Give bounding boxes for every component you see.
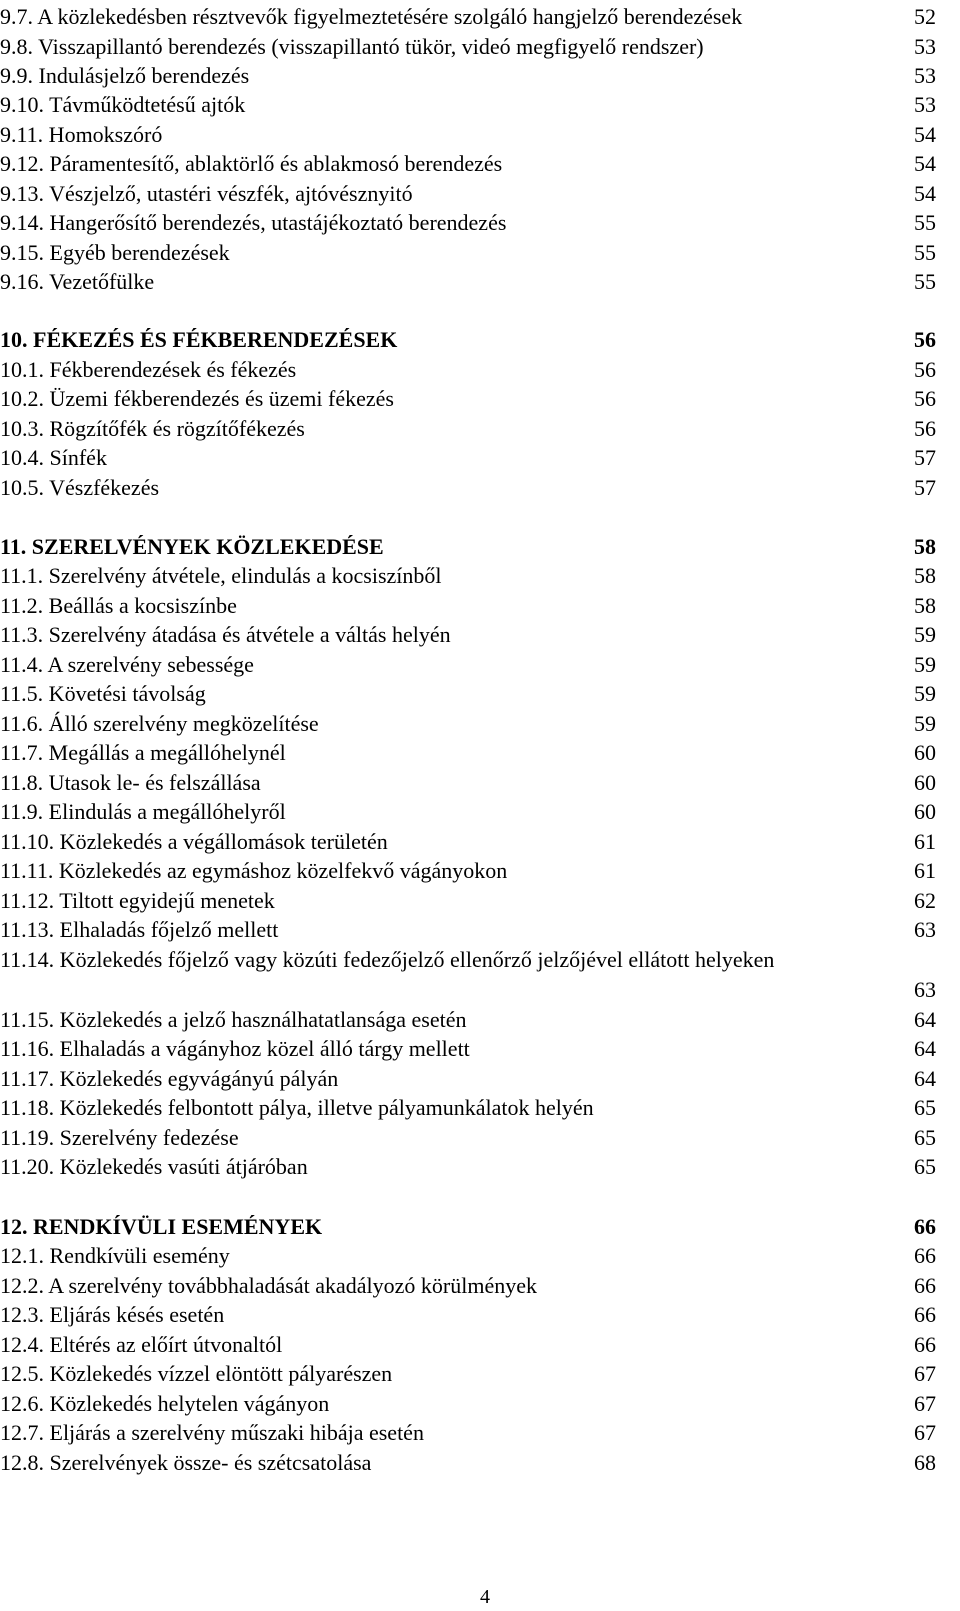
toc-entry-page: 66 — [914, 1273, 936, 1298]
toc-entry-title: 9.15. Egyéb berendezések — [0, 240, 230, 265]
toc-entry-page: 54 — [914, 122, 936, 147]
toc-entry-page: 60 — [914, 740, 936, 765]
toc-entry-page: 57 — [914, 475, 936, 500]
toc-entry-title: 11.9. Elindulás a megállóhelyről — [0, 799, 286, 824]
toc-entry-title: 9.14. Hangerősítő berendezés, utastájékoztató berendezés — [0, 210, 507, 235]
toc-entry-title: 11.18. Közlekedés felbontott pálya, illetve pályamunkálatok helyén — [0, 1095, 594, 1120]
toc-entry-page: 63 — [914, 977, 936, 1002]
toc-entry-page: 66 — [914, 1214, 936, 1239]
toc-entry-title: 10.3. Rögzítőfék és rögzítőfékezés — [0, 416, 305, 441]
toc-entry-page: 66 — [914, 1332, 936, 1357]
toc-entry-page: 60 — [914, 799, 936, 824]
toc-entry-page: 54 — [914, 181, 936, 206]
toc-entry-page: 53 — [914, 92, 936, 117]
toc-entry-title: 9.8. Visszapillantó berendezés (visszapillantó tükör, videó megfigyelő rendszer) — [0, 34, 704, 59]
toc-entry-title: 11. SZERELVÉNYEK KÖZLEKEDÉSE — [0, 534, 384, 559]
toc-entry-title: 11.5. Követési távolság — [0, 681, 206, 706]
toc-entry-page: 65 — [914, 1154, 936, 1179]
toc-entry-page: 68 — [914, 1450, 936, 1475]
toc-entry-title: 11.11. Közlekedés az egymáshoz közelfekvő vágányokon — [0, 858, 508, 883]
toc-entry-page: 62 — [914, 888, 936, 913]
toc-entry-title: 12.3. Eljárás késés esetén — [0, 1302, 225, 1327]
toc-entry-title: 11.4. A szerelvény sebessége — [0, 652, 254, 677]
toc-entry-title: 9.13. Vészjelző, utastéri vészfék, ajtóvésznyitó — [0, 181, 413, 206]
toc-entry-page: 61 — [914, 858, 936, 883]
toc-entry-page: 56 — [914, 386, 936, 411]
toc-entry-page: 59 — [914, 622, 936, 647]
toc-entry-title: 10.1. Fékberendezések és fékezés — [0, 357, 297, 382]
toc-entry-title: 11.19. Szerelvény fedezése — [0, 1125, 239, 1150]
toc-entry-page: 65 — [914, 1125, 936, 1150]
toc-entry-title: 12.7. Eljárás a szerelvény műszaki hibája esetén — [0, 1420, 424, 1445]
toc-entry-title: 11.8. Utasok le- és felszállása — [0, 770, 261, 795]
toc-entry-page: 66 — [914, 1243, 936, 1268]
toc-entry-page: 56 — [914, 357, 936, 382]
toc-entry-page: 63 — [914, 917, 936, 942]
toc-entry-page: 56 — [914, 327, 936, 352]
toc-entry-page: 55 — [914, 210, 936, 235]
toc-entry-title: 12.1. Rendkívüli esemény — [0, 1243, 230, 1268]
toc-entry-page: 58 — [914, 563, 936, 588]
toc-entry-title: 10. FÉKEZÉS ÉS FÉKBERENDEZÉSEK — [0, 327, 398, 352]
toc-entry-title: 10.4. Sínfék — [0, 445, 107, 470]
toc-entry-page: 52 — [914, 4, 936, 29]
toc-entry-title: 11.6. Álló szerelvény megközelítése — [0, 711, 319, 736]
toc-entry-title: 11.12. Tiltott egyidejű menetek — [0, 888, 275, 913]
toc-entry-title: 9.10. Távműködtetésű ajtók — [0, 92, 246, 117]
toc-entry-page: 59 — [914, 711, 936, 736]
toc-entry-page: 66 — [914, 1302, 936, 1327]
toc-entry-page: 59 — [914, 652, 936, 677]
toc-entry-title: 11.15. Közlekedés a jelző használhatatlansága esetén — [0, 1007, 467, 1032]
toc-entry-title: 12.8. Szerelvények össze- és szétcsatolása — [0, 1450, 372, 1475]
toc-entry-page: 53 — [914, 63, 936, 88]
toc-entry-title: 11.20. Közlekedés vasúti átjáróban — [0, 1154, 308, 1179]
toc-entry-page: 55 — [914, 240, 936, 265]
toc-entry-page: 67 — [914, 1391, 936, 1416]
toc-entry-page: 65 — [914, 1095, 936, 1120]
toc-entry-title: 12.2. A szerelvény továbbhaladását akadályozó körülmények — [0, 1273, 537, 1298]
toc-entry-title: 9.11. Homokszóró — [0, 122, 163, 147]
toc-entry-title: 11.7. Megállás a megállóhelynél — [0, 740, 286, 765]
toc-entry-title: 11.1. Szerelvény átvétele, elindulás a kocsiszínből — [0, 563, 442, 588]
toc-entry-title: 9.9. Indulásjelző berendezés — [0, 63, 250, 88]
toc-entry-page: 60 — [914, 770, 936, 795]
toc-entry-title: 10.2. Üzemi fékberendezés és üzemi fékezés — [0, 386, 394, 411]
toc-entry-page: 67 — [914, 1420, 936, 1445]
toc-entry-page: 61 — [914, 829, 936, 854]
toc-entry-page: 64 — [914, 1036, 936, 1061]
toc-entry-page: 54 — [914, 151, 936, 176]
toc-entry-title: 12.5. Közlekedés vízzel elöntött pályarészen — [0, 1361, 393, 1386]
toc-entry-title: 11.2. Beállás a kocsiszínbe — [0, 593, 237, 618]
page-number: 4 — [480, 1586, 490, 1608]
toc-entry-title: 11.16. Elhaladás a vágányhoz közel álló tárgy mellett — [0, 1036, 470, 1061]
toc-entry-title: 12. RENDKÍVÜLI ESEMÉNYEK — [0, 1214, 323, 1239]
toc-entry-title: 10.5. Vészfékezés — [0, 475, 160, 500]
toc-entry-title: 9.7. A közlekedésben résztvevők figyelmeztetésére szolgáló hangjelző berendezések — [0, 4, 743, 29]
toc-entry-page: 55 — [914, 269, 936, 294]
toc-entry-page: 56 — [914, 416, 936, 441]
toc-entry-title: 12.6. Közlekedés helytelen vágányon — [0, 1391, 330, 1416]
toc-entry-title: 11.13. Elhaladás főjelző mellett — [0, 917, 279, 942]
toc-entry-title: 9.16. Vezetőfülke — [0, 269, 155, 294]
toc-entry-title: 11.14. Közlekedés főjelző vagy közúti fedezőjelző ellenőrző jelzőjével ellátott helyeken — [0, 947, 775, 972]
toc-entry-page: 67 — [914, 1361, 936, 1386]
toc-entry-page: 64 — [914, 1066, 936, 1091]
toc-entry-page: 57 — [914, 445, 936, 470]
toc-entry-page: 53 — [914, 34, 936, 59]
toc-entry-page: 59 — [914, 681, 936, 706]
toc-entry-title: 12.4. Eltérés az előírt útvonaltól — [0, 1332, 283, 1357]
toc-entry-page: 58 — [914, 593, 936, 618]
toc-entry-title: 11.3. Szerelvény átadása és átvétele a váltás helyén — [0, 622, 451, 647]
toc-entry-title: 9.12. Páramentesítő, ablaktörlő és ablakmosó berendezés — [0, 151, 503, 176]
toc-entry — [0, 945, 960, 1005]
toc-entry-title: 11.17. Közlekedés egyvágányú pályán — [0, 1066, 339, 1091]
toc-entry-page: 58 — [914, 534, 936, 559]
toc-entry-title: 11.10. Közlekedés a végállomások területén — [0, 829, 388, 854]
toc-entry-page: 64 — [914, 1007, 936, 1032]
